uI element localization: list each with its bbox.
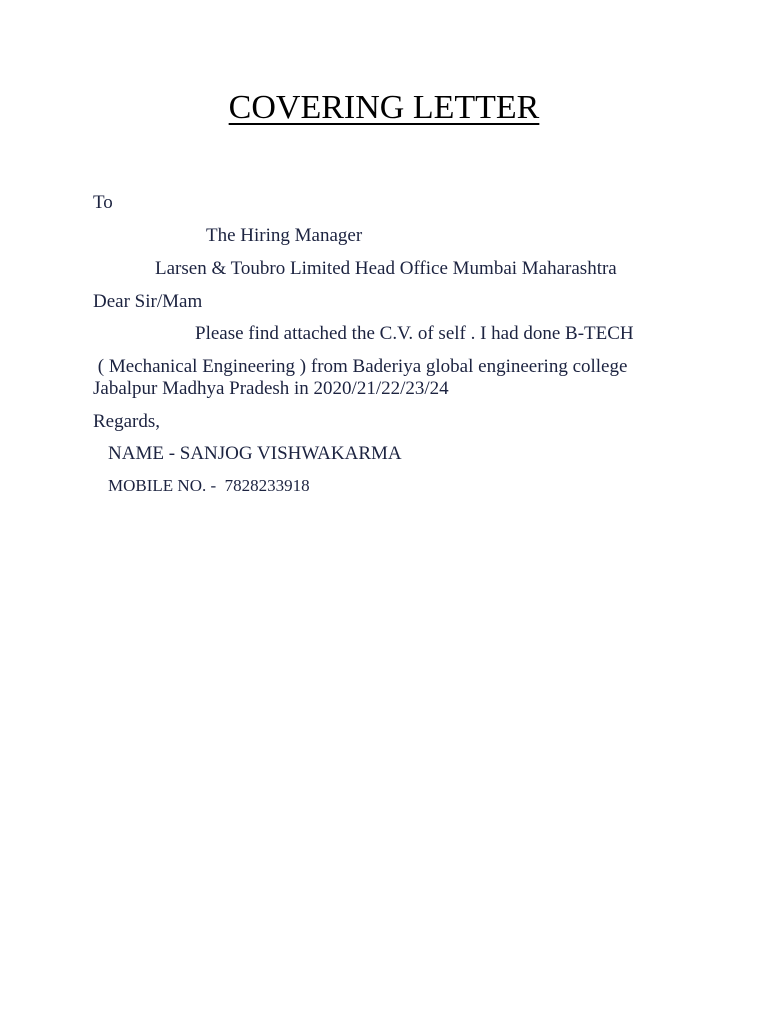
to-label: To xyxy=(93,192,113,213)
body-line-2: ( Mechanical Engineering ) from Baderiya global engineering college xyxy=(93,356,628,377)
body-line-1: Please find attached the C.V. of self . I had done B-TECH xyxy=(195,323,634,344)
greeting-line: Dear Sir/Mam xyxy=(93,291,203,312)
mobile-line: MOBILE NO. - 7828233918 xyxy=(108,476,310,495)
name-line: NAME - SANJOG VISHWAKARMA xyxy=(108,443,402,464)
document-title xyxy=(0,88,768,128)
company-line: Larsen & Toubro Limited Head Office Mumbai Maharashtra xyxy=(155,258,617,279)
recipient-line: The Hiring Manager xyxy=(206,225,363,246)
body-line-3: Jabalpur Madhya Pradesh in 2020/21/22/23/24 xyxy=(93,378,449,399)
closing-line: Regards, xyxy=(93,411,161,432)
title-text: COVERING LETTER xyxy=(228,89,540,126)
